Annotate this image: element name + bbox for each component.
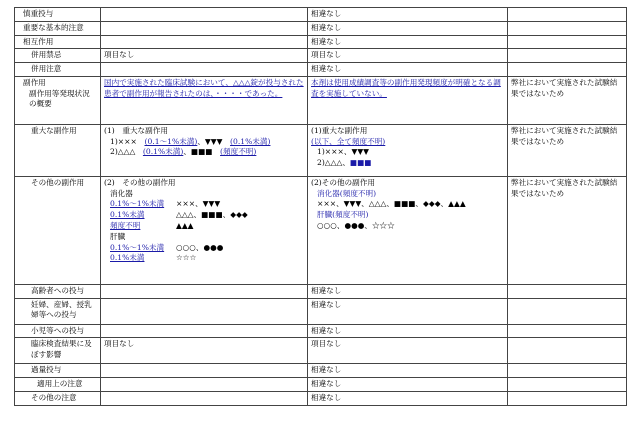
comparison-table bbox=[14, 7, 627, 406]
cell-note: 弊社において実施された試験結果ではないため bbox=[508, 124, 627, 176]
cell-value: 相違なし bbox=[308, 8, 508, 22]
cell-value: 国内で実施された臨床試験において、△△△錠が投与された患者で副作用が報告されたのは、・・・・であった。 bbox=[101, 76, 308, 124]
table-row bbox=[15, 35, 627, 49]
cell-value: 相違なし bbox=[308, 298, 508, 324]
cell-value: 項目なし bbox=[308, 338, 508, 364]
table-row bbox=[15, 324, 627, 338]
row-label: 重大な副作用 bbox=[15, 124, 101, 176]
row-sublabel: 副作用等発現状況の概要 bbox=[29, 88, 90, 109]
table-row bbox=[15, 378, 627, 392]
row-label: 併用禁忌 bbox=[15, 49, 101, 63]
table-row bbox=[15, 298, 627, 324]
row-label: 併用注意 bbox=[15, 63, 101, 77]
cell-value: 項目なし bbox=[101, 338, 308, 364]
row-label: 慎重投与 bbox=[15, 8, 101, 22]
table-row bbox=[15, 284, 627, 298]
section-heading: (2)その他の副作用 bbox=[311, 177, 375, 187]
row-label: 過量投与 bbox=[15, 364, 101, 378]
row-label: 小児等への投与 bbox=[15, 324, 101, 338]
section-heading: (1) 重大な副作用 bbox=[104, 125, 168, 135]
table-row bbox=[15, 364, 627, 378]
cell-value: 相違なし bbox=[308, 324, 508, 338]
table-row bbox=[15, 338, 627, 364]
section-heading: (1)重大な副作用 bbox=[311, 125, 368, 135]
table-row: その他の副作用 (2) その他の副作用 消化器 0.1%～1%未満 ×××、▼▼▼ 0.1%未満 △△△、■■■、◆◆◆ 頻度不明 ▲▲▲ 肝臓 0.1%～1%未満 ○○○、●●● 0.1%未満 ☆☆☆ (2)その他の副作用 消化器(頻度不明) ×××、▼▼▼、△△△、■■■、◆◆◆、▲▲▲ 肝臓(頻度不明) ○○○、●●●、☆☆☆ 弊社において実施された試験結果ではないため bbox=[15, 176, 627, 284]
cell-value: 相違なし bbox=[308, 63, 508, 77]
row-label: 妊婦、産婦、授乳婦等への投与 bbox=[15, 298, 101, 324]
row-label: 高齢者への投与 bbox=[15, 284, 101, 298]
row-label: 相互作用 bbox=[15, 35, 101, 49]
cell-value: 相違なし bbox=[308, 392, 508, 406]
cell-value: 相違なし bbox=[308, 35, 508, 49]
row-label: 重要な基本的注意 bbox=[15, 21, 101, 35]
table-row bbox=[15, 21, 627, 35]
cell-value: 相違なし bbox=[308, 21, 508, 35]
cell-value: 相違なし bbox=[308, 378, 508, 392]
row-label: 適用上の注意 bbox=[15, 378, 101, 392]
cell-value: 相違なし bbox=[308, 364, 508, 378]
table-row bbox=[15, 49, 627, 63]
table-row bbox=[15, 63, 627, 77]
row-label: 臨床検査結果に及ぼす影響 bbox=[15, 338, 101, 364]
row-label: 副作用 bbox=[23, 77, 46, 87]
cell-value: 相違なし bbox=[308, 284, 508, 298]
table-row bbox=[15, 76, 627, 124]
cell-note: 弊社において実施された試験結果ではないため bbox=[508, 176, 627, 284]
table-row bbox=[15, 392, 627, 406]
cell-note: 弊社において実施された試験結果ではないため bbox=[508, 76, 627, 124]
table-row bbox=[15, 8, 627, 22]
row-label: その他の副作用 bbox=[15, 176, 101, 284]
frequency-note: (以下、全て頻度不明) bbox=[311, 136, 386, 146]
cell-value: 項目なし bbox=[308, 49, 508, 63]
cell-value: 本剤は使用成績調査等の副作用発現頻度が明確となる調査を実施していない。 bbox=[308, 76, 508, 124]
table-row: 重大な副作用 (1) 重大な副作用 1)××× (0.1～1%未満)、▼▼▼ (0.1%未満) 2)△△△ (0.1%未満)、■■■ (頻度不明) (1)重大な副作用 (以下、全て頻度不明) 1)×××、▼▼▼ 2)△△△、■■■ 弊社において実施された試験結果ではないため bbox=[15, 124, 627, 176]
section-heading: (2) その他の副作用 bbox=[104, 177, 176, 187]
row-label: その他の注意 bbox=[15, 392, 101, 406]
cell-value: 項目なし bbox=[101, 49, 308, 63]
